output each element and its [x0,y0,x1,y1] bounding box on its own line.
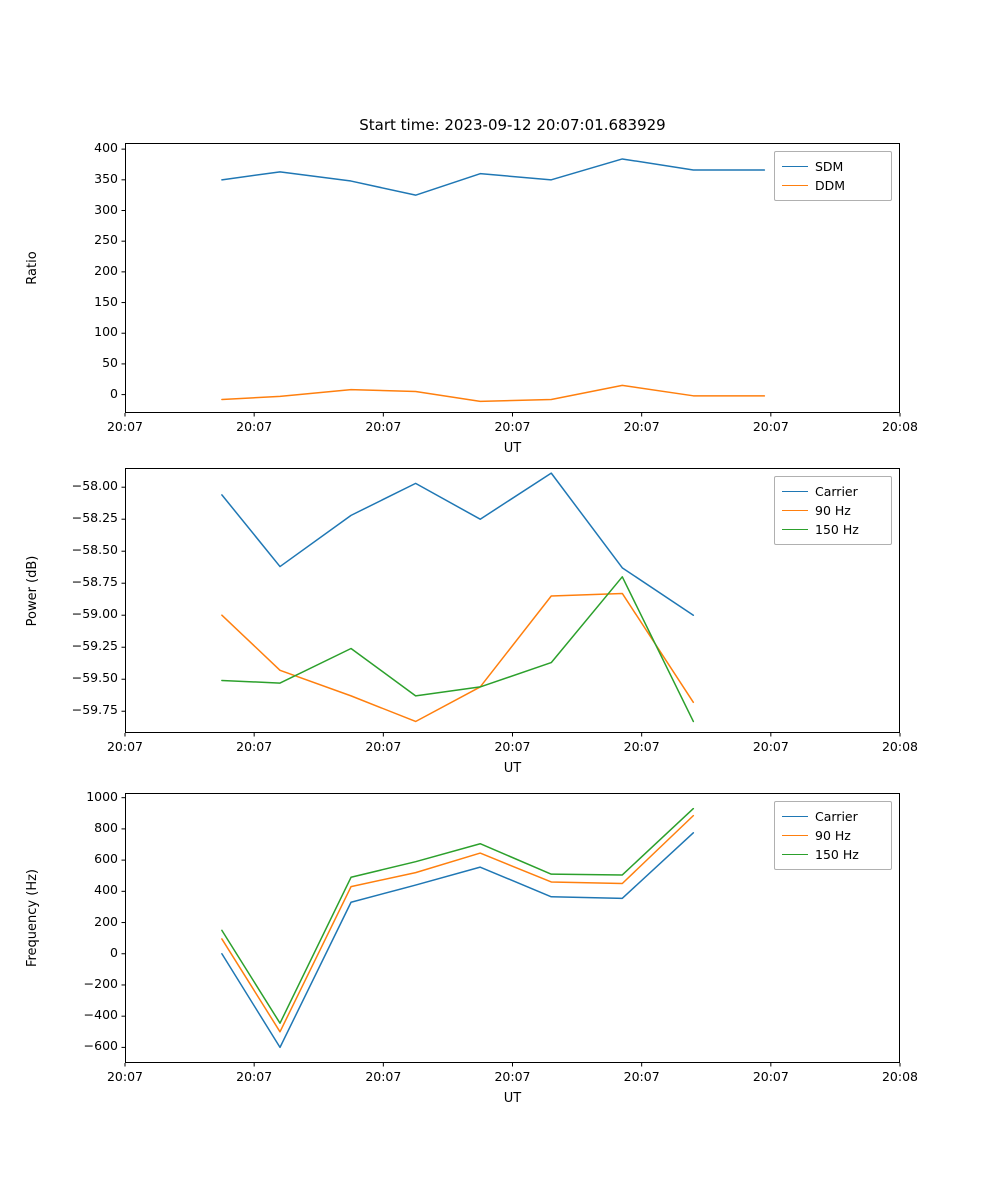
ytick-label: −58.75 [71,574,118,590]
xtick-label: 20:07 [236,739,273,754]
xtick-label: 20:07 [106,739,144,754]
ytick-label: 150 [94,293,118,309]
xtick-label: 20:08 [881,739,919,754]
xtick-label: 20:07 [236,419,273,434]
legend-label: 150 Hz [815,522,859,537]
xaxis-label-2: UT [503,761,522,776]
ytick-label: 350 [94,170,118,186]
xtick-label: 20:07 [752,739,789,754]
xtick-label: 20:07 [236,1069,273,1084]
ytick-label: −200 [83,975,118,991]
ytick-label: −59.25 [71,638,118,654]
ytick-label: −58.25 [71,510,118,526]
xaxis-label-1: UT [503,441,522,456]
yaxis-label-2: Power (dB) [25,555,40,626]
xtick-label: 20:07 [623,739,660,754]
xaxis-label-3: UT [503,1091,522,1106]
xtick-label: 20:07 [365,1069,402,1084]
ytick-label: 250 [94,232,118,248]
xtick-label: 20:07 [106,1069,144,1084]
legend-label: 90 Hz [815,503,851,518]
legend-swatch [782,854,808,855]
ytick-label: 50 [102,354,118,370]
xtick-label: 20:08 [881,1069,919,1084]
ytick-label: −59.75 [71,702,118,718]
legend-item[interactable] [782,845,884,864]
legend-label: Carrier [815,484,858,499]
ytick-label: −58.50 [71,542,118,558]
yaxis-label-1: Ratio [25,251,40,285]
legend-label: DDM [815,178,846,193]
xtick-label: 20:07 [365,419,402,434]
ytick-label: 400 [94,140,118,156]
xtick-label: 20:07 [106,419,144,434]
xtick-label: 20:07 [752,1069,789,1084]
xtick-label: 20:07 [494,739,531,754]
ytick-label: −59.00 [71,606,118,622]
ytick-label: −600 [83,1038,118,1054]
xtick-label: 20:08 [881,419,919,434]
ytick-label: 400 [94,882,118,898]
ytick-label: −400 [83,1007,118,1023]
xtick-label: 20:07 [365,739,402,754]
legend-swatch [782,816,808,817]
ytick-label: 1000 [86,788,118,804]
xtick-label: 20:07 [623,419,660,434]
ytick-label: −58.00 [71,478,118,494]
ytick-label: 600 [94,851,118,867]
ytick-label: −59.50 [71,670,118,686]
xtick-label: 20:07 [494,419,531,434]
yaxis-label-3: Frequency (Hz) [25,868,40,968]
xtick-label: 20:07 [752,419,789,434]
xtick-label: 20:07 [494,1069,531,1084]
ytick-label: 200 [94,913,118,929]
legend-label: SDM [815,159,844,174]
ytick-label: 800 [94,819,118,835]
legend-label: Carrier [815,809,858,824]
legend-swatch [782,835,808,836]
ytick-label: 100 [94,324,118,340]
chart-title: Start time: 2023-09-12 20:07:01.683929 [359,116,666,134]
xtick-label: 20:07 [623,1069,660,1084]
legend-3 [774,801,892,870]
ytick-label: 200 [94,262,118,278]
ytick-label: 0 [110,385,118,401]
legend-label: 90 Hz [815,828,851,843]
legend-item[interactable] [782,826,884,845]
legend-label: 150 Hz [815,847,859,862]
ytick-label: 0 [110,944,118,960]
legend-item[interactable] [782,807,884,826]
ytick-label: 300 [94,201,118,217]
